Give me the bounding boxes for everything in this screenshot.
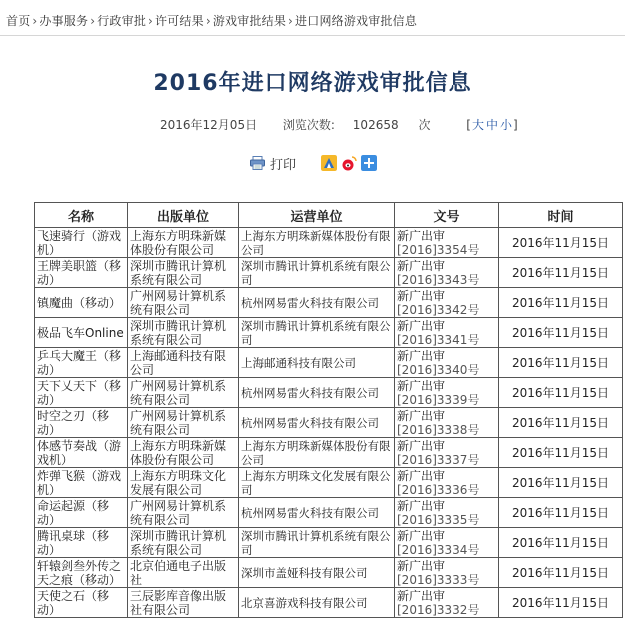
- breadcrumb-separator: ›: [32, 14, 38, 28]
- font-size-medium-link[interactable]: 中: [485, 118, 498, 132]
- document-prefix: 新广出审: [397, 468, 446, 483]
- publisher-cell: 深圳市腾讯计算机系统有限公司: [128, 528, 239, 558]
- table-row: [35, 258, 623, 288]
- document-number-cell: [395, 588, 499, 618]
- document-number-cell: [395, 528, 499, 558]
- publisher-cell: 上海邮通科技有限公司: [128, 348, 239, 378]
- document-number: [2016]3341号: [397, 332, 480, 347]
- operator-cell: 杭州网易雷火科技有限公司: [239, 288, 395, 318]
- views-unit: 次: [418, 118, 431, 132]
- operator-cell: 杭州网易雷火科技有限公司: [239, 498, 395, 528]
- share-weibo-icon[interactable]: [341, 155, 357, 171]
- publish-date: 2016年12月05日: [160, 118, 258, 132]
- document-number-cell: [395, 378, 499, 408]
- document-number-cell: [395, 498, 499, 528]
- publisher-cell: 上海东方明珠新媒体股份有限公司: [128, 438, 239, 468]
- document-number-cell: [395, 558, 499, 588]
- document-number-cell: [395, 468, 499, 498]
- game-name-cell: 命运起源（移动）: [35, 498, 128, 528]
- publisher-cell: 广州网易计算机系统有限公司: [128, 498, 239, 528]
- game-approval-table: [34, 202, 623, 618]
- game-name-cell: 腾讯桌球（移动）: [35, 528, 128, 558]
- operator-cell: 深圳市腾讯计算机系统有限公司: [239, 528, 395, 558]
- share-qzone-icon[interactable]: [321, 155, 337, 171]
- document-number: [2016]3337号: [397, 452, 480, 467]
- approval-date-cell: 2016年11月15日: [499, 558, 623, 588]
- table-row: [35, 378, 623, 408]
- game-name-cell: 极品飞车Online: [35, 318, 128, 348]
- publisher-cell: 广州网易计算机系统有限公司: [128, 378, 239, 408]
- game-name-cell: 镇魔曲（移动）: [35, 288, 128, 318]
- operator-cell: 杭州网易雷火科技有限公司: [239, 378, 395, 408]
- operator-cell: 上海东方明珠新媒体股份有限公司: [239, 438, 395, 468]
- document-prefix: 新广出审: [397, 378, 446, 393]
- operator-cell: 深圳市腾讯计算机系统有限公司: [239, 318, 395, 348]
- document-number: [2016]3339号: [397, 392, 480, 407]
- operator-cell: 上海东方明珠新媒体股份有限公司: [239, 228, 395, 258]
- publisher-cell: 深圳市腾讯计算机系统有限公司: [128, 258, 239, 288]
- breadcrumb: [6, 12, 417, 29]
- table-row: [35, 498, 623, 528]
- game-name-cell: 王牌美职篮（移动）: [35, 258, 128, 288]
- document-prefix: 新广出审: [397, 318, 446, 333]
- breadcrumb-separator: ›: [205, 14, 211, 28]
- breadcrumb-license-results-link[interactable]: 许可结果: [155, 14, 204, 28]
- document-number: [2016]3335号: [397, 512, 480, 527]
- document-number: [2016]3340号: [397, 362, 480, 377]
- operator-cell: 深圳市腾讯计算机系统有限公司: [239, 258, 395, 288]
- views-count: 102658: [352, 118, 399, 132]
- operator-cell: 上海东方明珠文化发展有限公司: [239, 468, 395, 498]
- font-size-bracket: ]: [513, 118, 518, 132]
- approval-date-cell: 2016年11月15日: [499, 498, 623, 528]
- table-row: [35, 408, 623, 438]
- document-number-cell: [395, 228, 499, 258]
- publisher-cell: 北京伯通电子出版社: [128, 558, 239, 588]
- document-number: [2016]3334号: [397, 542, 480, 557]
- approval-date-cell: 2016年11月15日: [499, 318, 623, 348]
- document-number: [2016]3342号: [397, 302, 480, 317]
- approval-date-cell: 2016年11月15日: [499, 348, 623, 378]
- font-size-bracket: [: [466, 118, 471, 132]
- page-title: 2016年进口网络游戏审批信息: [153, 71, 472, 96]
- font-size-large-link[interactable]: 大: [471, 118, 484, 132]
- approval-date-cell: 2016年11月15日: [499, 408, 623, 438]
- column-header-operator: 运营单位: [239, 203, 395, 228]
- document-prefix: 新广出审: [397, 408, 446, 423]
- document-number: [2016]3343号: [397, 272, 480, 287]
- share-buttons: [321, 155, 381, 171]
- table-row: [35, 348, 623, 378]
- document-prefix: 新广出审: [397, 258, 446, 273]
- breadcrumb-game-results-link[interactable]: 游戏审批结果: [212, 14, 287, 28]
- game-name-cell: 天下乂天下（移动）: [35, 378, 128, 408]
- document-number-cell: [395, 318, 499, 348]
- document-number: [2016]3338号: [397, 422, 480, 437]
- approval-date-cell: 2016年11月15日: [499, 438, 623, 468]
- share-more-icon[interactable]: [361, 155, 377, 171]
- document-number: [2016]3333号: [397, 572, 480, 587]
- printer-icon[interactable]: [250, 156, 265, 170]
- table-row: [35, 318, 623, 348]
- article-tools: [250, 154, 381, 172]
- column-header-publisher: 出版单位: [128, 203, 239, 228]
- breadcrumb-imported-games-link[interactable]: 进口网络游戏审批信息: [295, 14, 418, 28]
- document-prefix: 新广出审: [397, 588, 446, 603]
- breadcrumb-approval-link[interactable]: 行政审批: [97, 14, 147, 28]
- column-header-name: 名称: [35, 203, 128, 228]
- breadcrumb-separator: ›: [288, 14, 294, 28]
- breadcrumb-divider: [0, 35, 625, 36]
- publisher-cell: 上海东方明珠新媒体股份有限公司: [128, 228, 239, 258]
- approval-date-cell: 2016年11月15日: [499, 528, 623, 558]
- game-name-cell: 飞速骑行（游戏机）: [35, 228, 128, 258]
- print-link[interactable]: 打印: [270, 157, 297, 173]
- document-prefix: 新广出审: [397, 288, 446, 303]
- game-name-cell: 轩辕剑叁外传之天之痕（移动）: [35, 558, 128, 588]
- document-number-cell: [395, 438, 499, 468]
- publisher-cell: 广州网易计算机系统有限公司: [128, 408, 239, 438]
- approval-date-cell: 2016年11月15日: [499, 228, 623, 258]
- table-row: [35, 528, 623, 558]
- document-number-cell: [395, 258, 499, 288]
- breadcrumb-services-link[interactable]: 办事服务: [39, 14, 89, 28]
- document-number: [2016]3336号: [397, 482, 480, 497]
- table-row: [35, 558, 623, 588]
- document-number: [2016]3332号: [397, 602, 480, 617]
- font-size-switcher: [466, 116, 517, 133]
- game-name-cell: 天使之石（移动）: [35, 588, 128, 618]
- approval-date-cell: 2016年11月15日: [499, 588, 623, 618]
- document-number-cell: [395, 348, 499, 378]
- approval-date-cell: 2016年11月15日: [499, 288, 623, 318]
- approval-date-cell: 2016年11月15日: [499, 468, 623, 498]
- approval-date-cell: 2016年11月15日: [499, 258, 623, 288]
- approval-date-cell: 2016年11月15日: [499, 378, 623, 408]
- operator-cell: 深圳市盖娅科技有限公司: [239, 558, 395, 588]
- document-prefix: 新广出审: [397, 348, 446, 363]
- views-label: 浏览次数:: [282, 118, 335, 132]
- table-header-row: [35, 203, 623, 228]
- breadcrumb-home-link[interactable]: 首页: [6, 14, 31, 28]
- game-name-cell: 体感节奏战（游戏机）: [35, 438, 128, 468]
- breadcrumb-separator: ›: [148, 14, 154, 28]
- game-name-cell: 炸弹飞猴（游戏机）: [35, 468, 128, 498]
- publisher-cell: 广州网易计算机系统有限公司: [128, 288, 239, 318]
- document-prefix: 新广出审: [397, 438, 446, 453]
- document-prefix: 新广出审: [397, 558, 446, 573]
- font-size-small-link[interactable]: 小: [500, 118, 513, 132]
- table-row: [35, 288, 623, 318]
- publisher-cell: 上海东方明珠文化发展有限公司: [128, 468, 239, 498]
- document-number-cell: [395, 408, 499, 438]
- publisher-cell: 三辰影库音像出版社有限公司: [128, 588, 239, 618]
- operator-cell: 北京喜游戏科技有限公司: [239, 588, 395, 618]
- game-name-cell: 时空之刃（移动）: [35, 408, 128, 438]
- document-prefix: 新广出审: [397, 498, 446, 513]
- table-row: [35, 588, 623, 618]
- document-prefix: 新广出审: [397, 528, 446, 543]
- breadcrumb-separator: ›: [90, 14, 96, 28]
- game-name-cell: 乒乓大魔王（移动）: [35, 348, 128, 378]
- table-row: [35, 468, 623, 498]
- publisher-cell: 深圳市腾讯计算机系统有限公司: [128, 318, 239, 348]
- document-number: [2016]3354号: [397, 242, 480, 257]
- operator-cell: 上海邮通科技有限公司: [239, 348, 395, 378]
- document-number-cell: [395, 288, 499, 318]
- operator-cell: 杭州网易雷火科技有限公司: [239, 408, 395, 438]
- column-header-document-number: 文号: [395, 203, 499, 228]
- document-prefix: 新广出审: [397, 228, 446, 243]
- column-header-date: 时间: [499, 203, 623, 228]
- table-row: [35, 228, 623, 258]
- table-row: [35, 438, 623, 468]
- article-meta: [160, 116, 518, 133]
